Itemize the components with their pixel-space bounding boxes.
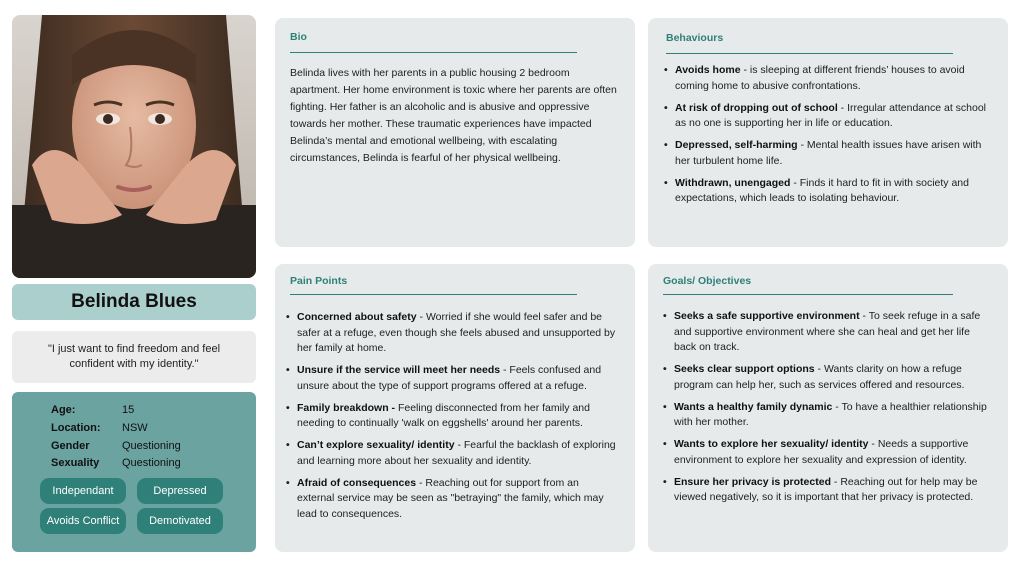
pain-point-item bbox=[286, 363, 616, 394]
goal-item-heading: Wants a healthy family dynamic bbox=[674, 400, 833, 413]
bio-card bbox=[275, 18, 635, 247]
behaviour-item-text: - Irregular attendance at school as no one is supporting her in life or education. bbox=[675, 101, 987, 129]
pain-point-item bbox=[286, 476, 616, 523]
tag-avoids-conflict: Avoids Conflict bbox=[40, 508, 126, 534]
persona-name: Belinda Blues bbox=[12, 284, 256, 320]
behaviour-item bbox=[664, 138, 994, 169]
pain-point-item-heading: Concerned about safety bbox=[297, 311, 417, 323]
goal-item-text: - To have a healthier relationship with her mother. bbox=[674, 400, 987, 428]
goals-title: Goals/ Objectives bbox=[663, 275, 752, 287]
behaviour-item-heading: Avoids home bbox=[675, 64, 741, 76]
goals-list bbox=[663, 309, 993, 512]
bio-divider bbox=[290, 52, 577, 53]
goals-card bbox=[648, 264, 1008, 552]
pain-point-item-heading: Unsure if the service will meet her needs bbox=[297, 364, 501, 376]
bio-text: Belinda lives with her parents in a public housing 2 bedroom apartment. Her home environment is toxic where her parents are often fighting. Her father is an alcoholic and is abusive and oppressive towards her mother. These traumatic experiences have impacted Belinda’s mental and emotional wellbeing, with escalating circumstances, Belinda is fearful of her physical wellbeing. bbox=[290, 67, 617, 164]
pain-point-item-text: - Fearful the backlash of exploring and learning more about her sexuality and identity. bbox=[297, 439, 616, 467]
tag-demotivated: Demotivated bbox=[137, 508, 223, 534]
detail-value: Questioning bbox=[122, 457, 181, 469]
goal-item bbox=[663, 309, 993, 356]
behaviour-item-text: - is sleeping at different friends’ houses to avoid coming home to abusive confrontations. bbox=[675, 64, 965, 92]
persona-quote: "I just want to find freedom and feel confident with my identity." bbox=[12, 331, 256, 383]
persona-details bbox=[12, 392, 256, 552]
goal-item-text: - Needs a supportive environment to explore her sexuality and expression of identity. bbox=[674, 438, 969, 466]
pain-points-title: Pain Points bbox=[290, 275, 348, 287]
detail-label: Sexuality bbox=[51, 457, 100, 469]
pain-points-list bbox=[286, 310, 616, 529]
behaviour-item bbox=[664, 63, 994, 94]
behaviour-item-heading: At risk of dropping out of school bbox=[675, 101, 838, 114]
pain-points-divider bbox=[290, 294, 577, 295]
pain-point-item-text: - Worried if she would feel safer and be safer at a refuge, even though she feels abused and unsupported by her family at home. bbox=[297, 311, 616, 354]
behaviour-item-heading: Depressed, self-harming bbox=[675, 139, 798, 151]
profile-photo bbox=[12, 15, 256, 278]
goal-item-heading: Seeks a safe supportive environment bbox=[674, 310, 860, 322]
behaviour-item-text: - Finds it hard to fit in with society and expectations, which leads to isolating behaviour. bbox=[675, 176, 969, 204]
detail-value: NSW bbox=[122, 422, 148, 434]
pain-points-card bbox=[275, 264, 635, 552]
behaviours-title: Behaviours bbox=[666, 32, 724, 44]
tag-independant: Independant bbox=[40, 478, 126, 504]
goal-item-heading: Seeks clear support options bbox=[674, 363, 815, 375]
behaviour-item bbox=[664, 101, 994, 132]
pain-point-item bbox=[286, 401, 616, 432]
behaviours-divider bbox=[666, 53, 953, 54]
pain-point-item bbox=[286, 438, 616, 469]
detail-label: Age: bbox=[51, 404, 76, 416]
goal-item-text: - To seek refuge in a safe and supportive environment where she can heal and get her life back on track. bbox=[674, 310, 981, 353]
pain-point-item-heading: Can’t explore sexuality/ identity bbox=[297, 439, 455, 451]
pain-point-item bbox=[286, 310, 616, 357]
detail-label: Gender bbox=[51, 440, 90, 452]
goal-item-heading: Ensure her privacy is protected bbox=[674, 475, 831, 488]
goal-item bbox=[663, 400, 993, 431]
behaviour-item-text: - Mental health issues have arisen with her turbulent home life. bbox=[675, 139, 982, 167]
goal-item bbox=[663, 437, 993, 468]
pain-point-item-text: - Reaching out for support from an external service may be seen as "betraying" the family, which may lead to consequences. bbox=[297, 476, 604, 520]
behaviour-item-heading: Withdrawn, unengaged bbox=[675, 176, 791, 189]
detail-value: Questioning bbox=[122, 440, 181, 452]
pain-point-item-text: Feeling disconnected from her family and needing to continually 'walk on eggshells' around her parents. bbox=[297, 401, 590, 429]
detail-value: 15 bbox=[122, 404, 135, 416]
goal-item bbox=[663, 475, 993, 506]
goal-item-heading: Wants to explore her sexuality/ identity bbox=[674, 438, 869, 450]
behaviour-item bbox=[664, 176, 994, 207]
bio-title: Bio bbox=[290, 31, 307, 43]
goal-item bbox=[663, 362, 993, 393]
behaviours-card bbox=[648, 18, 1008, 247]
behaviours-list bbox=[664, 63, 994, 213]
goals-divider bbox=[663, 294, 953, 295]
tag-depressed: Depressed bbox=[137, 478, 223, 504]
pain-point-item-heading: Family breakdown - bbox=[297, 401, 396, 414]
pain-point-item-text: - Feels confused and unsure about the type of support programs offered at a refuge. bbox=[297, 364, 602, 392]
detail-label: Location: bbox=[51, 422, 101, 434]
goal-item-text: - Wants clarity on how a refuge program can help her, such as services offered and resources. bbox=[674, 363, 965, 391]
pain-point-item-heading: Afraid of consequences bbox=[297, 476, 417, 489]
goal-item-text: - Reaching out for help may be viewed negatively, so it is important that her privacy is protected. bbox=[674, 475, 978, 503]
